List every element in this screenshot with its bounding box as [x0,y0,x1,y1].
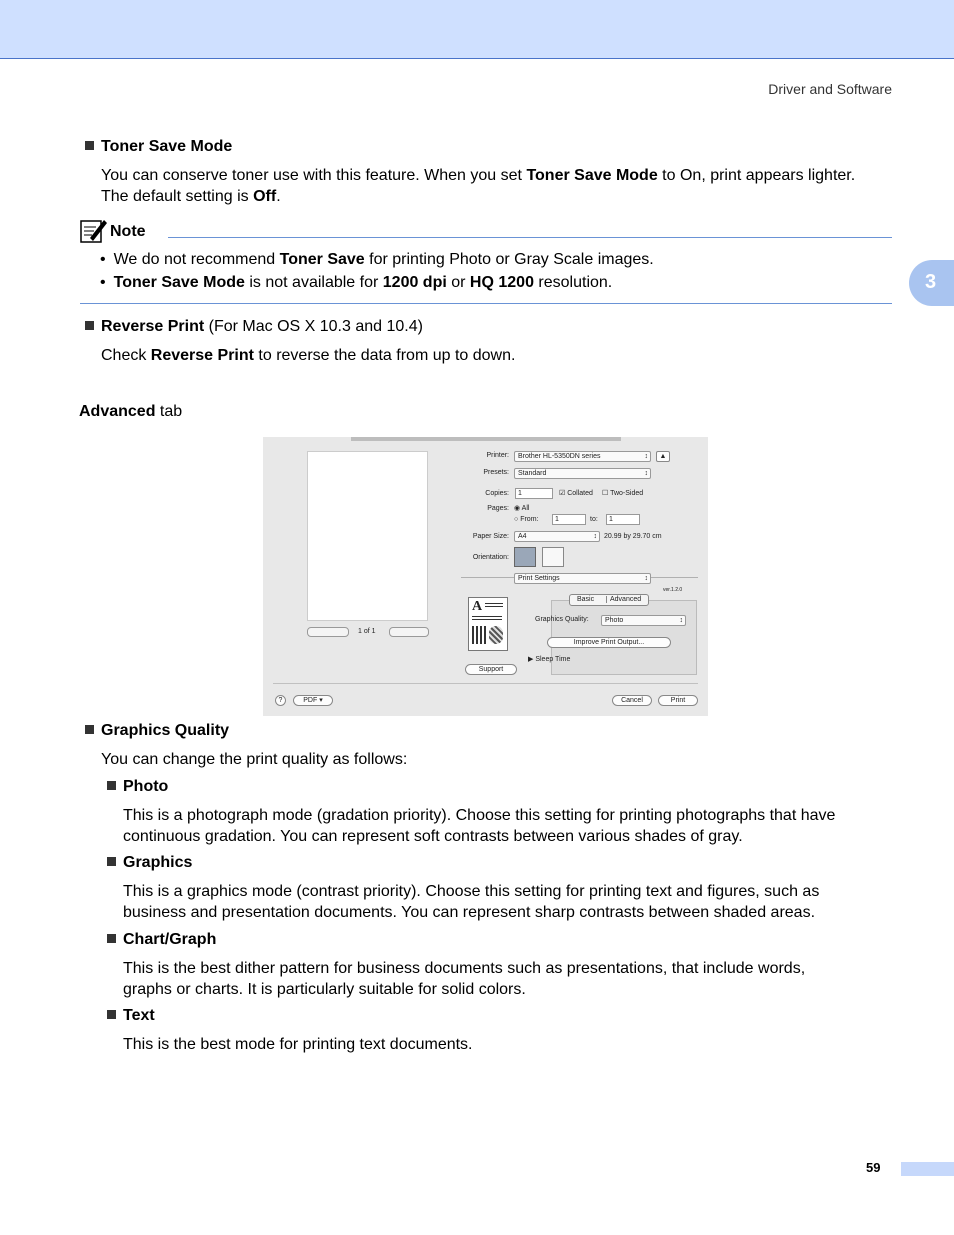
bold-term: HQ 1200 [469,274,534,291]
sleep-time-label: Sleep Time [535,656,571,663]
chart-graph-heading [107,931,216,949]
tab-switcher [569,594,649,606]
text: This is the best dither pattern for business documents such as presentations, that include words, [123,960,806,977]
two-sided-label: Two-Sided [610,490,644,497]
pages-from-radio[interactable]: ○ From: [514,516,539,523]
note-divider [168,237,892,238]
page-preview [307,451,428,621]
collated-checkbox[interactable]: ☑ Collated [559,490,593,497]
note-item: • We do not recommend Toner Save for printing Photo or Gray Scale images. [100,251,654,268]
text: for printing Photo or Gray Scale images. [364,251,654,268]
tab-basic[interactable]: Basic [577,596,595,603]
collated-label: Collated [567,490,593,497]
header-band [0,0,954,59]
text: to On, print appears lighter. [657,167,856,184]
pages-label: Pages: [487,505,509,512]
toner-save-title: Toner Save Mode [101,138,233,155]
bold-term: 1200 dpi [382,274,447,291]
chart-graph-title: Chart/Graph [123,931,217,948]
cancel-button[interactable]: Cancel [612,695,652,706]
text: We do not recommend [113,251,280,268]
prev-page-buttons[interactable] [307,627,349,637]
text: This is a photograph mode (gradation priority). Choose this setting for printing photographs that have [123,807,836,824]
toner-save-text [101,165,855,207]
text: to reverse the data from up to down. [253,347,516,364]
toner-save-heading [85,138,232,156]
chapter-number: 3 [925,271,937,293]
pages-all-radio[interactable]: ◉ All [514,505,530,512]
chapter-tab [909,260,954,306]
copies-field[interactable]: 1 [515,488,553,499]
running-header: Driver and Software [768,81,892,97]
reverse-print-title: Reverse Print [101,318,205,335]
text: This is a graphics mode (contrast priority). Choose this setting for printing text and figures, such as [123,883,820,900]
support-button[interactable]: Support [465,664,517,675]
graphics-title: Graphics [123,854,193,871]
graphics-heading [107,854,192,872]
to-label: to: [590,516,598,523]
graphics-quality-heading [85,722,229,740]
bold-term: Toner Save Mode [113,274,245,291]
page-number: 59 [866,1160,881,1175]
chart-graph-text [123,958,805,1000]
panel-select[interactable]: Print Settings ↕ [514,573,651,584]
text: is not available for [244,274,383,291]
text: continuous gradation. You can represent soft contrasts between various shades of gray. [123,828,743,845]
advanced-tab-caption [79,401,182,422]
copies-label: Copies: [485,490,509,497]
bold-term: Reverse Print [150,347,254,364]
bold-term: Toner Save Mode [526,167,658,184]
paper-size-label: Paper Size: [472,533,509,540]
graphics-sample-icon: A [468,597,508,651]
pdf-button[interactable]: PDF ▾ [293,695,333,706]
graphics-quality-title: Graphics Quality [101,722,230,739]
heading-suffix: (For Mac OS X 10.3 and 10.4) [204,318,423,335]
text-mode-text: This is the best mode for printing text documents. [123,1036,473,1053]
presets-label: Presets: [483,469,509,476]
text: You can conserve toner use with this feature. When you set [101,167,527,184]
photo-text [123,805,835,847]
paper-dimensions: 20.99 by 29.70 cm [604,533,662,540]
presets-select[interactable]: Standard ↕ [514,468,651,479]
text-title: Text [123,1007,155,1024]
tab-advanced[interactable]: Advanced [606,596,641,603]
text: . [276,188,281,205]
to-field[interactable]: 1 [606,514,640,525]
text: graphs or charts. It is particularly suitable for solid colors. [123,981,526,998]
note-label: Note [110,223,146,240]
text-heading [107,1007,155,1025]
driver-version: ver.1.2.0 [663,587,683,593]
bottom-divider [273,683,698,684]
paper-size-select[interactable]: A4 ↕ [514,531,600,542]
graphics-quality-select[interactable]: Photo ↕ [601,615,686,626]
print-dialog-screenshot [263,437,708,716]
title-strip [351,437,621,441]
note-bottom-rule [80,303,892,304]
all-label: All [521,505,530,512]
note-pencil-icon [80,218,108,244]
text: business and presentation documents. You can represent sharp contrasts between shaded areas. [123,904,816,921]
sleep-time-disclosure[interactable]: ▶ Sleep Time [528,656,571,663]
reverse-print-heading [85,318,423,336]
two-sided-checkbox[interactable]: ☐ Two-Sided [602,490,644,497]
text: The default setting is [101,188,254,205]
photo-title: Photo [123,778,169,795]
orientation-label: Orientation: [472,554,509,561]
text: Check [101,347,151,364]
from-label: From: [520,516,539,523]
from-field[interactable]: 1 [552,514,586,525]
note-item: • Toner Save Mode is not available for 1200 dpi or HQ 1200 resolution. [100,274,613,291]
graphics-text [123,881,819,923]
help-button[interactable]: ? [275,695,286,706]
improve-print-output-button[interactable]: Improve Print Output... [547,637,671,648]
note-header [80,218,892,240]
landscape-orientation-icon[interactable] [542,547,564,567]
expand-icon[interactable]: ▲ [656,451,670,462]
photo-heading [107,778,168,796]
portrait-orientation-icon[interactable] [514,547,536,567]
graphics-quality-intro: You can change the print quality as follows: [101,751,408,768]
bold-term: Toner Save [279,251,365,268]
bold-term: Advanced [79,403,156,420]
footer-tab [901,1162,954,1176]
printer-select[interactable]: Brother HL-5350DN series ↕ [514,451,651,462]
reverse-print-text [101,345,515,366]
bold-term: Off [253,188,277,205]
printer-label: Printer: [486,452,509,459]
text: tab [155,403,183,420]
text: or [446,274,470,291]
graphics-quality-label: Graphics Quality: [535,616,589,623]
print-button[interactable]: Print [658,695,698,706]
page-count: 1 of 1 [358,628,376,635]
text: resolution. [533,274,613,291]
next-page-buttons[interactable] [389,627,429,637]
